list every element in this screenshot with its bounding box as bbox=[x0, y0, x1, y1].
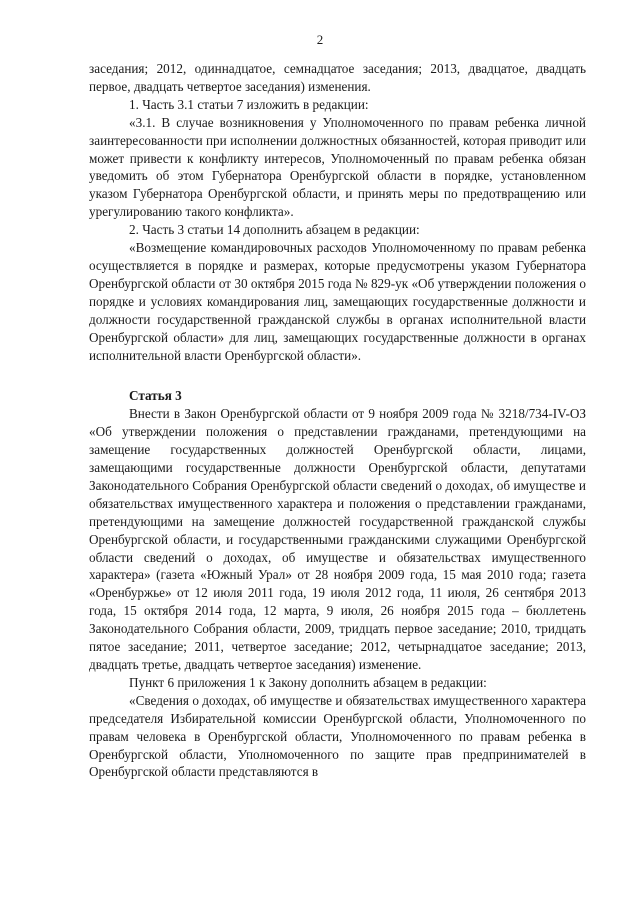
amendment-item-2: 2. Часть 3 статьи 14 дополнить абзацем в редакции: bbox=[129, 222, 420, 238]
page-number: 2 bbox=[316, 32, 324, 47]
paragraph-continuation: заседания; 2012, одиннадцатое, семнадцатое заседания; 2013, двадцатое, двадцать первое, двадцать четвертое заседания) изменения. bbox=[89, 61, 586, 94]
article-3-heading: Статья 3 bbox=[129, 388, 182, 404]
amendment-item-1: 1. Часть 3.1 статьи 7 изложить в редакции: bbox=[129, 96, 369, 112]
appendix-item-6: Пункт 6 приложения 1 к Закону дополнить абзацем в редакции: bbox=[129, 674, 487, 690]
amendment-quote-travel-expenses: «Возмещение командировочных расходов Уполномоченному по правам ребенка осуществляется в порядке и размерах, которые предусмотрены указом Губернатора Оренбургской области от 30 октября 2015 года № 829-ук «Об утверждении положения о порядке и условиях командирования лиц, замещающих государственные должности и должности государственной гражданской службы в органах исполнительной власти Оренбургской области» для лиц, замещающих государственные должности в органах исполнительной власти Оренбургской области». bbox=[89, 240, 586, 363]
appendix-quote-income-info: «Сведения о доходах, об имуществе и обязательствах имущественного характера председателя Избирательной комиссии Оренбургской области, Уполномоченного по правам человека в Оренбургской области, Уполномоченного по правам ребенка в Оренбургской области, Уполномоченного по защите прав предпринимателей в Оренбургской области представляются в bbox=[89, 692, 586, 780]
document-body bbox=[89, 60, 586, 781]
amendment-quote-3-1: «3.1. В случае возникновения у Уполномоченного по правам ребенка личной заинтересованности при исполнении должностных обязанностей, которая приводит или может привести к конфликту интересов, Уполномоченный по правам ребенка обязан уведомить об этом Губернатора Оренбургской области в порядке, установленном указом Губернатора Оренбургской области, и принять меры по предотвращению или урегулированию такого конфликта». bbox=[89, 114, 586, 220]
article-3-body: Внести в Закон Оренбургской области от 9 ноября 2009 года № 3218/734-IV-ОЗ «Об утверждении положения о представлении гражданами, претендующими на замещение государственных должностей Оренбургской области, лицами, замещающими государственные должности Оренбургской области, депутатами Законодательного Собрания Оренбургской области сведений о доходах, об имуществе и обязательствах имущественного характера и положения о представлении гражданами, претендующими на замещение должностей государственной гражданской службы Оренбургской области, и государственными гражданскими служащими Оренбургской области сведений о доходах, об имуществе и обязательствах имущественного характера» (газета «Южный Урал» от 28 ноября 2009 года, 15 мая 2010 года; газета «Оренбуржье» от 12 июля 2011 года, 19 июля 2012 года, 11 июля, 26 сентября 2013 года, 15 октября 2014 года, 12 марта, 9 июля, 26 ноября 2015 года – бюллетень Законодательного Собрания области, 2009, тридцать первое заседание; 2010, тридцать пятое заседание; 2011, четвертое заседание; 2012, четырнадцатое заседание; 2013, двадцать третье, двадцать четвертое заседания) изменение. bbox=[89, 406, 586, 672]
